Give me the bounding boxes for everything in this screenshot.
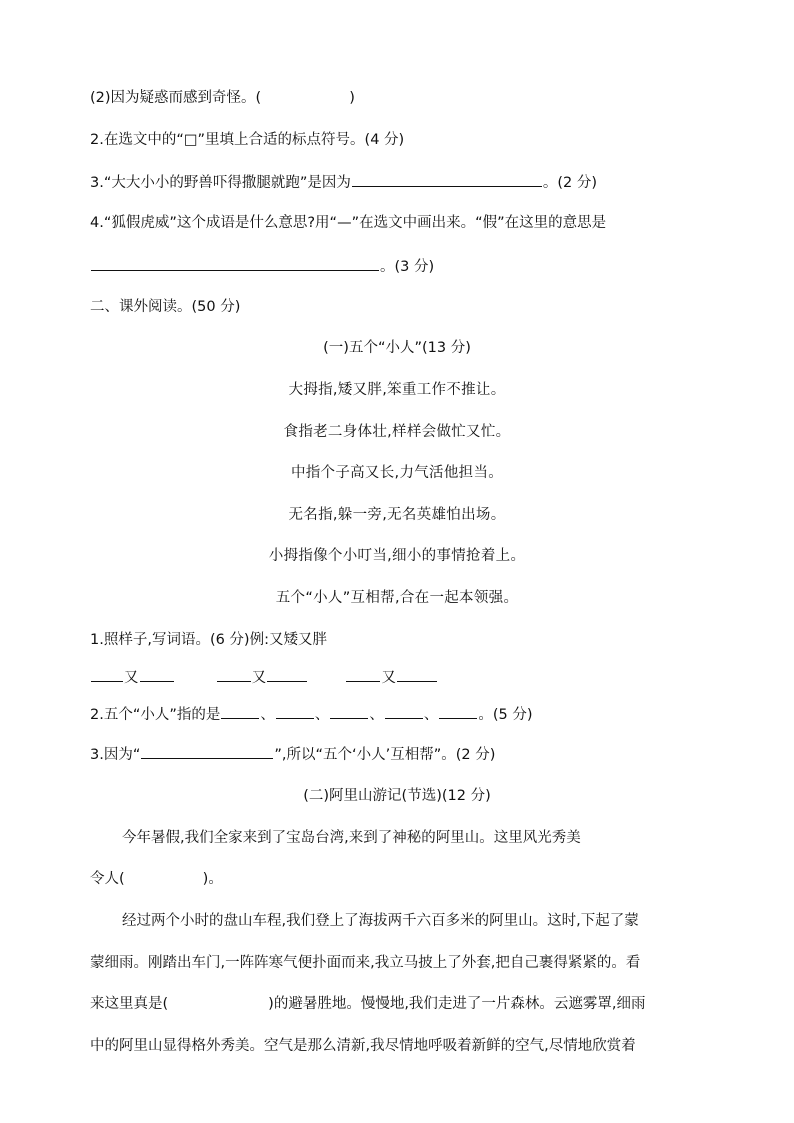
answer-blank[interactable]	[346, 663, 380, 682]
part-1-title: (一)五个“小人”(13 分)	[323, 340, 471, 356]
part-1-question-1-blanks: 又 又 又	[0, 663, 794, 689]
answer-blank[interactable]	[217, 663, 251, 682]
poem-line: 无名指,躲一旁,无名英雄怕出场。	[288, 507, 506, 523]
answer-blank[interactable]	[91, 252, 379, 271]
section-2-heading: 二、课外阅读。(50 分)	[90, 299, 241, 315]
answer-blank[interactable]	[267, 663, 307, 682]
passage-paragraph-2-line-2: 蒙细雨。刚踏出车门,一阵阵寒气便扑面而来,我立马披上了外套,把自己裹得紧紧的。看	[90, 955, 641, 971]
poem-line: 中指个子高又长,力气活他担当。	[290, 465, 504, 481]
question-2: 2.在选文中的“□”里填上合适的标点符号。(4 分)	[90, 132, 405, 148]
poem-line: 小拇指像个小叮当,细小的事情抢着上。	[268, 548, 526, 564]
answer-blank[interactable]	[352, 168, 542, 187]
poem-line: 食指老二身体壮,样样会做忙又忙。	[283, 424, 511, 440]
question-prev-item-2: (2)因为疑惑而感到奇怪。( )	[90, 90, 355, 106]
answer-blank[interactable]	[276, 700, 314, 719]
question-3: 3.“大大小小的野兽吓得撒腿就跑”是因为 。(2 分)	[0, 168, 794, 194]
answer-blank[interactable]	[397, 663, 437, 682]
answer-blank[interactable]	[221, 700, 259, 719]
answer-blank[interactable]	[385, 700, 423, 719]
passage-paragraph-1-line-2: 令人( )。	[90, 871, 223, 887]
passage-paragraph-1-line-1: 今年暑假,我们全家来到了宝岛台湾,来到了神秘的阿里山。这里风光秀美	[122, 830, 581, 846]
passage-paragraph-2-line-3: 来这里真是( )的避暑胜地。慢慢地,我们走进了一片森林。云遮雾罩,细雨	[90, 996, 646, 1012]
poem-line: 五个“小人”互相帮,合在一起本领强。	[275, 590, 519, 606]
answer-blank[interactable]	[140, 663, 174, 682]
passage-paragraph-2-line-4: 中的阿里山显得格外秀美。空气是那么清新,我尽情地呼吸着新鲜的空气,尽情地欣赏着	[90, 1038, 636, 1054]
part-1-question-1: 1.照样子,写词语。(6 分)例:又矮又胖	[90, 632, 327, 648]
answer-blank[interactable]	[141, 740, 273, 759]
part-2-title: (二)阿里山游记(节选)(12 分)	[303, 788, 491, 804]
answer-blank[interactable]	[439, 700, 477, 719]
passage-paragraph-2-line-1: 经过两个小时的盘山车程,我们登上了海拔两千六百多米的阿里山。这时,下起了蒙	[122, 913, 639, 929]
question-4-answer-line: 。(3 分)	[0, 252, 794, 278]
answer-blank[interactable]	[91, 663, 123, 682]
part-1-question-2: 2.五个“小人”指的是 、 、 、 、 。(5 分)	[0, 700, 794, 726]
answer-blank[interactable]	[330, 700, 368, 719]
question-4: 4.“狐假虎威”这个成语是什么意思?用“—”在选文中画出来。“假”在这里的意思是	[90, 215, 607, 231]
part-1-question-3: 3.因为“ ”,所以“五个‘小人’互相帮”。(2 分)	[0, 740, 794, 766]
poem-line: 大拇指,矮又胖,笨重工作不推让。	[288, 382, 506, 398]
